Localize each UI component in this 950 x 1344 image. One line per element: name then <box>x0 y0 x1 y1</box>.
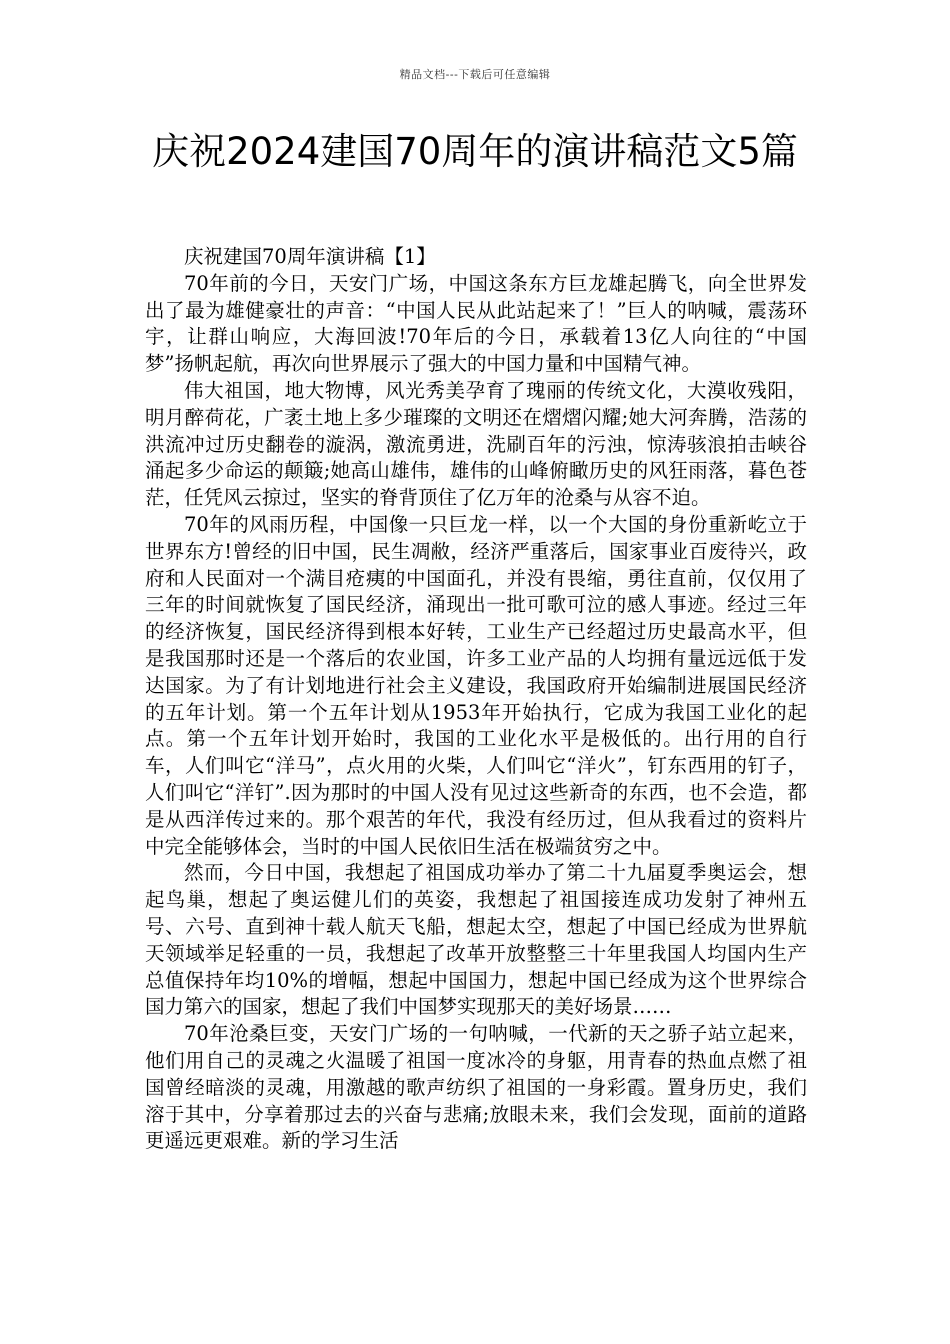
document-body <box>145 244 807 1155</box>
paragraph-3: 70年的风雨历程，中国像一只巨龙一样，以一个大国的身份重新屹立于世界东方!曾经的旧中国，民生凋敝，经济严重落后，国家事业百废待兴，政府和人民面对一个满目疮痍的中国面孔，并没有畏缩，勇往直前，仅仅用了三年的时间就恢复了国民经济，涌现出一批可歌可泣的感人事迹。经过三年的经济恢复，国民经济得到根本好转，工业生产已经超过历史最高水平，但是我国那时还是一个落后的农业国，许多工业产品的人均拥有量远远低于发达国家。为了有计划地进行社会主义建设，我国政府开始编制进展国民经济的五年计划。第一个五年计划从1953年开始执行，它成为我国工业化的起点。第一个五年计划开始时，我国的工业化水平是极低的。出行用的自行车，人们叫它“洋马”，点火用的火柴，人们叫它“洋火”，钉东西用的钉子，人们叫它“洋钉”.因为那时的中国人没有见过这些新奇的东西，也不会造，都是从西洋传过来的。那个艰苦的年代，我没有经历过，但从我看过的资料片中完全能够体会，当时的中国人民依旧生活在极端贫穷之中。 <box>145 512 807 858</box>
document-title: 庆祝2024建国70周年的演讲稿范文5篇 <box>152 130 798 173</box>
paragraph-2: 伟大祖国，地大物博，风光秀美孕育了瑰丽的传统文化，大漠收残阳，明月醉荷花，广袤土地上多少璀璨的文明还在熠熠闪耀;她大河奔腾，浩荡的洪流冲过历史翻卷的漩涡，激流勇进，洗刷百年的污浊，惊涛骇浪拍击峡谷涌起多少命运的颠簸;她高山雄伟，雄伟的山峰俯瞰历史的风狂雨落，暮色苍茫，任凭风云掠过，坚实的脊背顶住了亿万年的沧桑与从容不迫。 <box>145 378 807 510</box>
paragraph-4: 然而，今日中国，我想起了祖国成功举办了第二十九届夏季奥运会，想起鸟巢，想起了奥运健儿们的英姿，我想起了祖国接连成功发射了神州五号、六号、直到神十载人航天飞船，想起太空，想起了中国已经成为世界航天领域举足轻重的一员，我想起了改革开放整整三十年里我国人均国内生产总值保持年均10%的增幅，想起中国国力，想起中国已经成为这个世界综合国力第六的国家，想起了我们中国梦实现那天的美好场景…… <box>145 861 807 1019</box>
section-heading: 庆祝建国70周年演讲稿【1】 <box>184 245 436 268</box>
header-note: 精品文档---下载后可任意编辑 <box>399 68 551 81</box>
paragraph-5: 70年沧桑巨变，天安门广场的一句呐喊，一代新的天之骄子站立起来，他们用自己的灵魂之火温暖了祖国一度冰冷的身躯，用青春的热血点燃了祖国曾经暗淡的灵魂，用激越的歌声纺织了祖国的一身彩霞。置身历史，我们溶于其中，分享着那过去的兴奋与悲痛;放眼未来，我们会发现，面前的道路更遥远更艰难。新的学习生活 <box>145 1022 807 1153</box>
paragraph-1: 70年前的今日，天安门广场，中国这条东方巨龙雄起腾飞，向全世界发出了最为雄健豪壮的声音：“中国人民从此站起来了！”巨人的呐喊，震荡环宇，让群山响应，大海回波!70年后的今日，承载着13亿人向往的“中国梦”扬帆起航，再次向世界展示了强大的中国力量和中国精气神。 <box>145 271 807 376</box>
